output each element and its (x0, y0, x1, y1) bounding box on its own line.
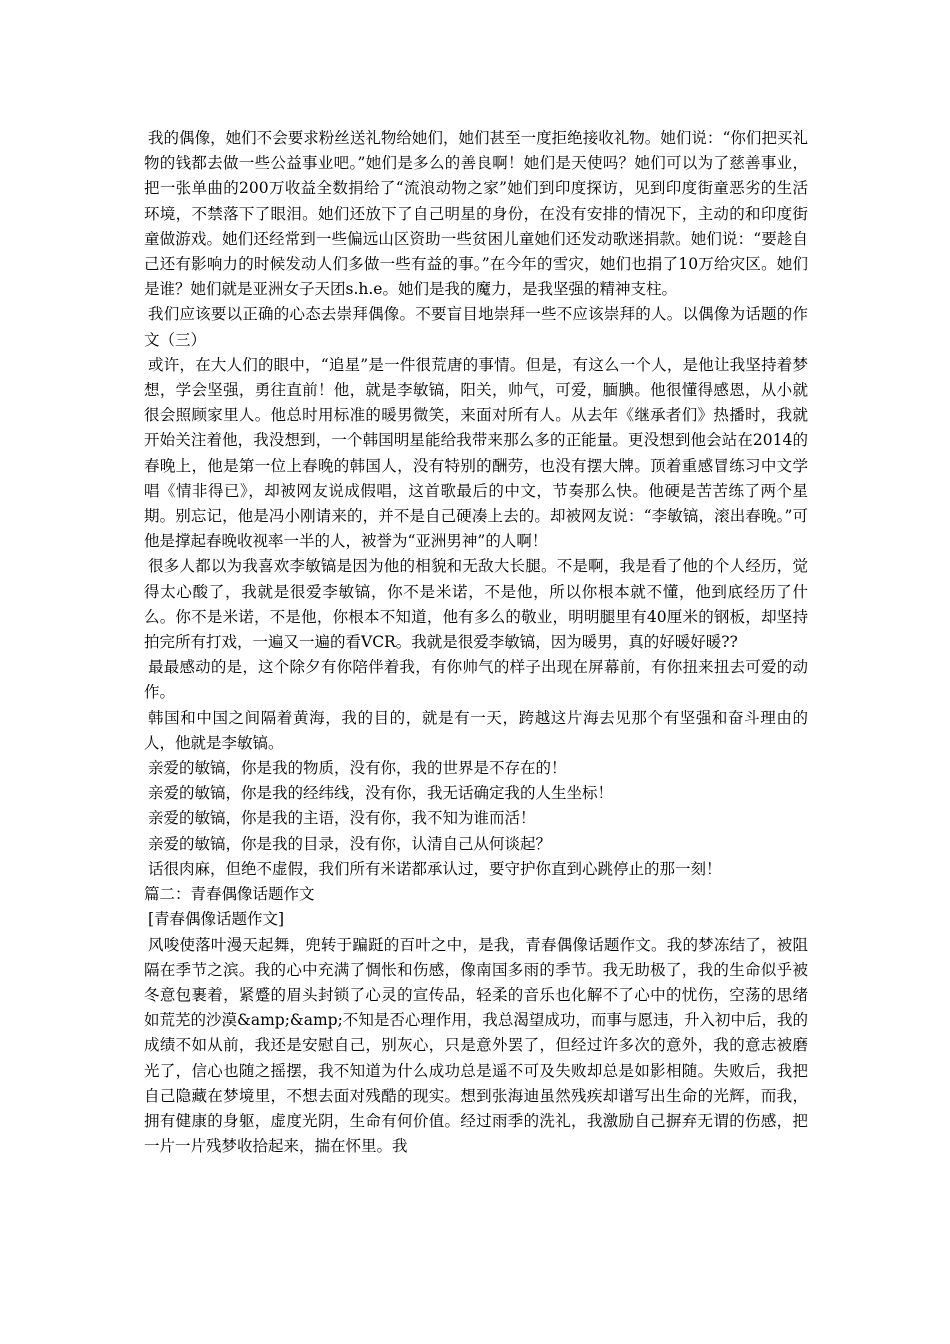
paragraph-right-attitude: 我们应该要以正确的心态去崇拜偶像。不要盲目地崇拜一些不应该崇拜的人。以偶像为话题的作文（三） (144, 305, 808, 349)
paragraph-dear-minho-4: 亲爱的敏镐，你是我的目录，没有你，认清自己从何谈起？ (148, 834, 552, 853)
paragraph-promise: 话很肉麻，但绝不虚假，我们所有米诺都承认过，要守护你直到心跳停止的那一刻！ (148, 859, 722, 878)
section-heading: 篇二：青春偶像话题作文 (144, 885, 315, 904)
paragraph-dear-minho-3: 亲爱的敏镐，你是我的主语，没有你，我不知为谁而活！ (148, 809, 536, 828)
paragraph-most-touching: 最最感动的是，这个除夕有你陪伴着我，有你帅气的样子出现在屏幕前，有你扭来扭去可爱的动作。 (144, 658, 808, 702)
paragraph-yellow-sea: 韩国和中国之间隔着黄海，我的目的，就是有一天，跨越这片海去见那个有坚强和奋斗理由的人，他就是李敏镐。 (144, 708, 808, 752)
paragraph-idol-she: 我的偶像，她们不会要求粉丝送礼物给她们，她们甚至一度拒绝接收礼物。她们说：“你们把买礼物的钱都去做一些公益事业吧。”她们是多么的善良啊！她们是天使吗？她们可以为了慈善事业，把一张单曲的200万收益全数捐给了“流浪动物之家”她们到印度探访，见到印度街童恶劣的生活环境，不禁落下了眼泪。她们还放下了自己明星的身份，在没有安排的情况下，主动的和印度街童做游戏。她们还经常到一些偏远山区资助一些贫困儿童她们还发动歌迷捐款。她们说：“要趁自己还有影响力的时候发动人们多做一些有益的事。”在今年的雪灾，她们也捐了10万给灾区。她们是谁？她们就是亚洲女子天团s.h.e。她们是我的魔力，是我坚强的精神支柱。 (144, 129, 808, 299)
section-subheading: [青春偶像话题作文] (148, 910, 285, 929)
paragraph-dear-minho-2: 亲爱的敏镐，你是我的经纬线，没有你，我无话确定我的人生坐标！ (148, 784, 614, 803)
paragraph-lee-minho-intro: 或许，在大人们的眼中，“追星”是一件很荒唐的事情。但是，有这么一个人，是他让我坚持着梦想，学会坚强，勇往直前！他，就是李敏镐，阳关，帅气，可爱，腼腆。他很懂得感恩，从小就很会照顾家里人。他总时用标准的暖男微笑，来面对所有人。从去年《继承者们》热播时，我就开始关注着他，我没想到，一个韩国明星能给我带来那么多的正能量。更没想到他会站在2014的春晚上，他是第一位上春晚的韩国人，没有特别的酬劳，也没有摆大牌。顶着重感冒练习中文学唱《情非得已》，却被网友说成假唱，这首歌最后的中文，节奏那么快。他硬是苦苦练了两个星期。别忘记，他是冯小刚请来的，并不是自己硬凑上去的。却被网友说：“李敏镐，滚出春晚。”可他是撑起春晚收视率一半的人，被誉为“亚洲男神”的人啊！ (144, 355, 808, 551)
document-page (144, 126, 808, 1159)
paragraph-youth-essay: 风唆使落叶漫天起舞，兜转于蹁跹的百叶之中，是我，青春偶像话题作文。我的梦冻结了，被阻隔在季节之滨。我的心中充满了惆怅和伤感，像南国多雨的季节。我无助极了，我的生命似乎被冬意包裹着，紧蹙的眉头封锁了心灵的宣传品，轻柔的音乐也化解不了心中的忧伤，空荡的思绪如荒芜的沙漠&amp;&amp;不知是否心理作用，我总渴望成功，而事与愿违，升入初中后，我的成绩不如从前，我还是安慰自己，别灰心，只是意外罢了，但经过许多次的意外，我的意志被磨光了，信心也随之摇摆，我不知道为什么成功总是遥不可及失败却总是如影相随。失败后，我把自己隐藏在梦境里，不想去面对残酷的现实。想到张海迪虽然残疾却谱写出生命的光辉，而我，拥有健康的身躯，虚度光阴，生命有何价值。经过雨季的洗礼，我激励自己摒弃无谓的伤感，把一片一片残梦收拾起来，揣在怀里。我 (144, 935, 808, 1156)
paragraph-dear-minho-1: 亲爱的敏镐，你是我的物质，没有你，我的世界是不存在的！ (148, 759, 567, 778)
paragraph-lee-minho-experience: 很多人都以为我喜欢李敏镐是因为他的相貌和无敌大长腿。不是啊，我是看了他的个人经历，觉得太心酸了，我就是很爱李敏镐，你不是米诺，不是他，所以你根本就不懂，他到底经历了什么。你不是米诺，不是他，你根本不知道，他有多么的敬业，明明腿里有40厘米的钢板，却坚持拍完所有打戏，一遍又一遍的看VCR。我就是很爱李敏镐，因为暖男，真的好暖好暖?? (144, 557, 808, 652)
